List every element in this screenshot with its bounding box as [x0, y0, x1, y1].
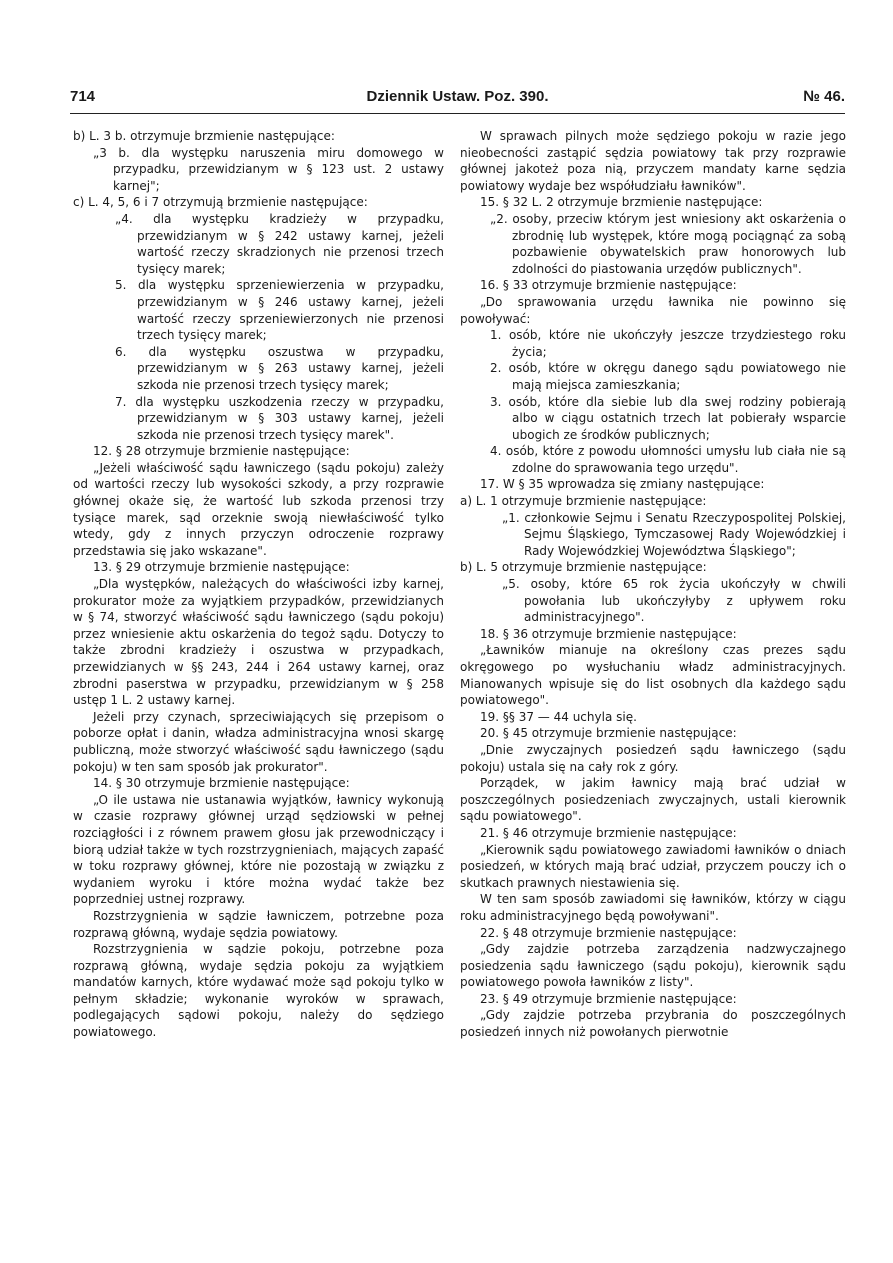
paragraph: 19. §§ 37 — 44 uchyla się.: [480, 709, 637, 724]
paragraph: „Gdy zajdzie potrzeba przybrania do poszczególnych posiedzeń innych niż powołanych pierwotnie: [460, 1008, 846, 1040]
paragraph: 14. § 30 otrzymuje brzmienie następujące:: [93, 776, 350, 791]
paragraph: b) L. 5 otrzymuje brzmienie następujące:: [460, 560, 707, 575]
paragraph: 23. § 49 otrzymuje brzmienie następujące:: [480, 991, 737, 1006]
paragraph: „5. osoby, które 65 rok życia ukończyły w chwili powołania lub ukończyłyby z upływem roku administracyjnego".: [502, 577, 846, 625]
header-rule: [70, 113, 845, 114]
paragraph: 4. osób, które z powodu ułomności umysłu lub ciała nie są zdolne do sprawowania tego urzędu".: [490, 444, 846, 475]
paragraph: Rozstrzygnienia w sądzie pokoju, potrzebne poza rozprawą główną, wydaje sędzia pokoju za wyjątkiem mandatów karnych, które wydawać może sąd pokoju tylko w pełnym składzie; wykonanie wyroków w sprawach, podlegających sądowi pokoju, należy do sędziego powiatowego.: [73, 942, 444, 1040]
paragraph: „Dnie zwyczajnych posiedzeń sądu ławniczego (sądu pokoju) ustala się na cały rok z góry.: [460, 742, 846, 774]
paragraph: 12. § 28 otrzymuje brzmienie następujące:: [93, 444, 350, 459]
paragraph: 2. osób, które w okręgu danego sądu powiatowego nie mają miejsca zamieszkania;: [490, 361, 846, 392]
paragraph: 3. osób, które dla siebie lub dla swej rodziny pobierają albo w ciągu ostatnich trzech lat pobierały wsparcie ubogich ze środków publicznych;: [490, 394, 846, 442]
paragraph: 5. dla występku sprzeniewierzenia w przypadku, przewidzianym w § 246 ustawy karnej, jeżeli wartość rzeczy sprzeniewierzonych nie przenosi trzech tysięcy marek;: [115, 278, 444, 343]
paragraph: „2. osoby, przeciw którym jest wniesiony akt oskarżenia o zbrodnię lub występek, które mogą pociągnąć za sobą pozbawienie obywatelskich praw honorowych lub zdolności do piastowania urzędów publicznych".: [490, 211, 846, 276]
paragraph: „Do sprawowania urzędu ławnika nie powinno się powoływać:: [460, 294, 846, 326]
paragraph: W ten sam sposób zawiadomi się ławników, którzy w ciągu roku administracyjnego będą powoływani".: [460, 892, 846, 923]
paragraph: c) L. 4, 5, 6 i 7 otrzymują brzmienie następujące:: [73, 195, 368, 210]
paragraph: W sprawach pilnych może sędziego pokoju w razie jego nieobecności zastąpić sędzia powiatowy tak przy rozprawie głównej jakoteż poza nią, przyczem mandaty karne sędzia powiatowy wydaje bez współudziału ławników".: [460, 129, 846, 193]
paragraph: 18. § 36 otrzymuje brzmienie następujące:: [480, 626, 737, 641]
journal-title: Dziennik Ustaw. Poz. 390.: [366, 88, 549, 105]
paragraph: „O ile ustawa nie ustanawia wyjątków, ławnicy wykonują w czasie rozprawy głównej urząd sędziowski w pełnej rozciągłości i z równem prawem głosu jak przewodniczący i biorą udział także w tych rozstrzygnieniach, mających zapaść w toku rozprawy głównej, które nie pozostają w związku z wydaniem wyroku i które można wydać także bez poprzedniej ustnej rozprawy.: [73, 792, 444, 907]
paragraph: 16. § 33 otrzymuje brzmienie następujące:: [480, 278, 737, 293]
paragraph: Jeżeli przy czynach, sprzeciwiających się przepisom o poborze opłat i danin, władza administracyjna wnosi skargę publiczną, może stworzyć właściwość sądu ławniczego (sądu pokoju) w ten sam sposób jak prokurator".: [73, 709, 444, 774]
paragraph: 21. § 46 otrzymuje brzmienie następujące:: [480, 825, 737, 840]
paragraph: b) L. 3 b. otrzymuje brzmienie następujące:: [73, 129, 335, 143]
left-column: [73, 128, 444, 1041]
paragraph: 15. § 32 L. 2 otrzymuje brzmienie następujące:: [480, 195, 763, 210]
page-number: 714: [70, 88, 96, 105]
paragraph: „4. dla występku kradzieży w przypadku, przewidzianym w § 242 ustawy karnej, jeżeli wartość rzeczy skradzionych nie przenosi trzech tysięcy marek;: [115, 211, 444, 276]
paragraph: „Dla występków, należących do właściwości izby karnej, prokurator może za wyjątkiem przypadków, przewidzianych w § 74, stworzyć właściwość sądu ławniczego (sądu pokoju) przez wniesienie aktu oskarżenia do tegoż sądu. Dotyczy to także zbrodni kradzieży i oszustwa w przypadkach, przewidzianych w §§ 243, 244 i 264 ustawy karnej, oraz zbrodni paserstwa w przypadku, przewidzianym w § 258 ustęp 1 L. 2 ustawy karnej.: [73, 577, 444, 708]
paragraph: 13. § 29 otrzymuje brzmienie następujące:: [93, 560, 350, 575]
paragraph: „Gdy zajdzie potrzeba zarządzenia nadzwyczajnego posiedzenia sądu ławniczego (sądu pokoju), kierownik sądu powiatowego powoła ławników z listy".: [460, 942, 846, 990]
paragraph: 20. § 45 otrzymuje brzmienie następujące:: [480, 726, 737, 741]
paragraph: „Kierownik sądu powiatowego zawiadomi ławników o dniach posiedzeń, w których mają brać udział, przyczem pouczy ich o skutkach prawnych niestawienia się.: [460, 842, 846, 890]
paragraph: 1. osób, które nie ukończyły jeszcze trzydziestego roku życia;: [490, 328, 846, 359]
paragraph: „3 b. dla występku naruszenia miru domowego w przypadku, przewidzianym w § 123 ust. 2 ustawy karnej";: [93, 145, 444, 193]
paragraph: Rozstrzygnienia w sądzie ławniczem, potrzebne poza rozprawą główną, wydaje sędzia powiatowy.: [73, 908, 444, 940]
issue-number: № 46.: [803, 88, 845, 105]
paragraph: 7. dla występku uszkodzenia rzeczy w przypadku, przewidzianym w § 303 ustawy karnej, jeżeli szkoda nie przenosi trzech tysięcy marek".: [115, 394, 444, 442]
right-column: [460, 128, 846, 1041]
page-header: [70, 88, 845, 112]
paragraph: 17. W § 35 wprowadza się zmiany następujące:: [480, 477, 765, 492]
paragraph: 22. § 48 otrzymuje brzmienie następujące:: [480, 925, 737, 940]
paragraph: „Ławników mianuje na określony czas prezes sądu okręgowego po wysłuchaniu władz administracyjnych. Mianowanych wpisuje się do list osobnych dla każdego sądu powiatowego".: [460, 643, 846, 708]
paragraph: „Jeżeli właściwość sądu ławniczego (sądu pokoju) zależy od wartości rzeczy lub wysokości szkody, a przy rozprawie głównej okaże się, że wartość lub szkoda przenosi trzy tysiące marek, sąd orzeknie swoją niewłaściwość tylko wtedy, gdy z innych przyczyn odroczenie rozprawy przedstawia się jako wskazane".: [73, 460, 444, 558]
paragraph: 6. dla występku oszustwa w przypadku, przewidzianym w § 263 ustawy karnej, jeżeli szkoda nie przenosi trzech tysięcy marek;: [115, 344, 444, 392]
paragraph: „1. członkowie Sejmu i Senatu Rzeczypospolitej Polskiej, Sejmu Śląskiego, Tymczasowej Rady Wojewódzkiej i Rady Wojewódzkiej Województwa Śląskiego";: [502, 510, 846, 558]
paragraph: a) L. 1 otrzymuje brzmienie następujące:: [460, 494, 707, 509]
paragraph: Porządek, w jakim ławnicy mają brać udział w poszczególnych posiedzeniach zwyczajnych, ustali kierownik sądu powiatowego".: [460, 776, 846, 824]
